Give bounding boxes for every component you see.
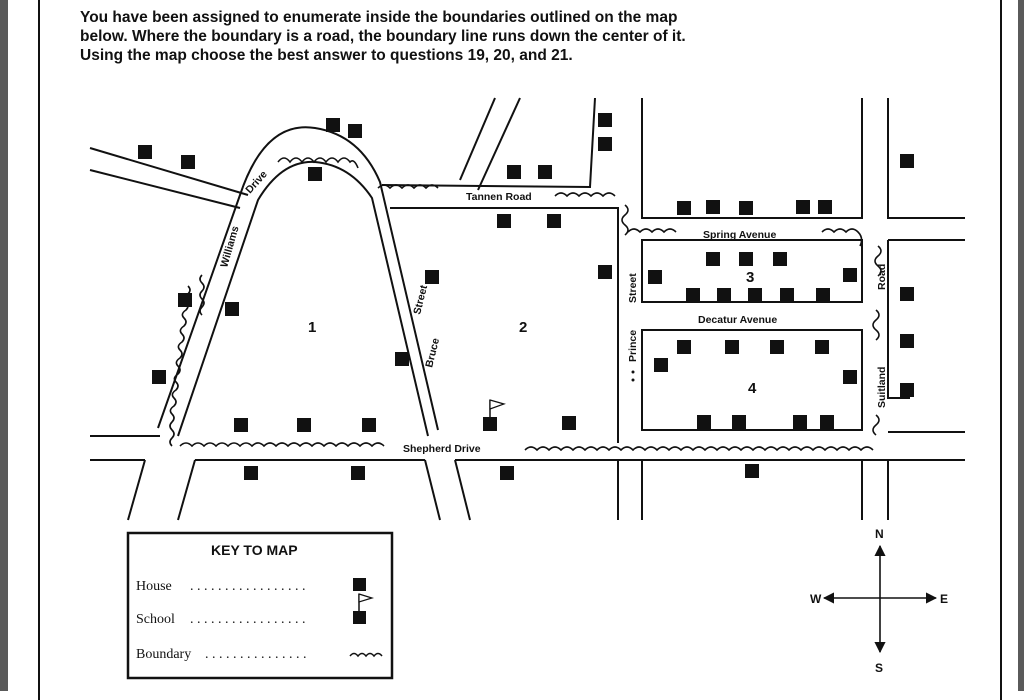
instructions-line-3: Using the map choose the best answer to questions 19, 20, and 21. bbox=[80, 47, 573, 64]
house bbox=[900, 383, 914, 397]
label-street-prince: Street bbox=[627, 273, 639, 303]
school-icon bbox=[483, 400, 504, 431]
house bbox=[244, 466, 258, 480]
label-shepherd-drive: Shepherd Drive bbox=[403, 443, 481, 455]
house bbox=[362, 418, 376, 432]
label-suitland: Suitland bbox=[876, 366, 888, 408]
house bbox=[796, 200, 810, 214]
label-decatur-avenue: Decatur Avenue bbox=[698, 314, 778, 326]
house bbox=[780, 288, 794, 302]
houses bbox=[138, 113, 914, 480]
house bbox=[793, 415, 807, 429]
house bbox=[816, 288, 830, 302]
house bbox=[308, 167, 322, 181]
house bbox=[815, 340, 829, 354]
house bbox=[677, 340, 691, 354]
key-title: KEY TO MAP bbox=[211, 542, 298, 558]
house bbox=[500, 466, 514, 480]
area-4: 4 bbox=[748, 380, 757, 397]
house bbox=[818, 200, 832, 214]
instructions-line-2: below. Where the boundary is a road, the boundary line runs down the center of it. bbox=[80, 28, 686, 45]
street-labels bbox=[218, 168, 888, 455]
house bbox=[497, 214, 511, 228]
house bbox=[770, 340, 784, 354]
house bbox=[820, 415, 834, 429]
house bbox=[697, 415, 711, 429]
house bbox=[900, 287, 914, 301]
house bbox=[900, 334, 914, 348]
house bbox=[706, 200, 720, 214]
label-spring-avenue: Spring Avenue bbox=[703, 229, 777, 241]
area-1: 1 bbox=[308, 319, 317, 336]
house bbox=[732, 415, 746, 429]
house bbox=[686, 288, 700, 302]
house bbox=[538, 165, 552, 179]
house bbox=[507, 165, 521, 179]
label-road-suitland: Road bbox=[876, 263, 888, 290]
house bbox=[598, 113, 612, 127]
compass-north: N bbox=[875, 527, 884, 541]
house bbox=[395, 352, 409, 366]
key-boundary-dots: . . . . . . . . . . . . . . . bbox=[205, 647, 307, 662]
label-tannen-road: Tannen Road bbox=[466, 191, 532, 203]
house bbox=[152, 370, 166, 384]
house bbox=[181, 155, 195, 169]
key-house-label: House bbox=[136, 579, 172, 594]
house bbox=[562, 416, 576, 430]
house bbox=[225, 302, 239, 316]
house bbox=[706, 252, 720, 266]
house bbox=[739, 252, 753, 266]
house bbox=[717, 288, 731, 302]
house bbox=[351, 466, 365, 480]
house bbox=[326, 118, 340, 132]
house bbox=[425, 270, 439, 284]
house bbox=[739, 201, 753, 215]
williams-drive-inner bbox=[178, 162, 431, 436]
area-3: 3 bbox=[746, 269, 755, 286]
area-2: 2 bbox=[519, 319, 528, 336]
road-lines bbox=[90, 98, 965, 520]
house bbox=[748, 288, 762, 302]
house bbox=[297, 418, 311, 432]
house-icon bbox=[353, 578, 366, 591]
map-key bbox=[128, 533, 392, 678]
compass-south: S bbox=[875, 661, 884, 675]
compass-east: E bbox=[940, 592, 949, 606]
house bbox=[773, 252, 787, 266]
instructions-line-1: You have been assigned to enumerate inside the boundaries outlined on the map bbox=[80, 9, 678, 26]
boundary-shepherd bbox=[180, 443, 873, 450]
house bbox=[745, 464, 759, 478]
compass-west: W bbox=[810, 592, 822, 606]
house bbox=[547, 214, 561, 228]
house bbox=[178, 293, 192, 307]
label-street-bruce: Street bbox=[411, 283, 431, 316]
compass-rose bbox=[810, 527, 948, 675]
key-school-label: School bbox=[136, 612, 175, 627]
house bbox=[843, 370, 857, 384]
road-upper-left bbox=[90, 148, 248, 195]
key-house-dots: . . . . . . . . . . . . . . . . . bbox=[190, 579, 306, 594]
house bbox=[648, 270, 662, 284]
house bbox=[598, 137, 612, 151]
house bbox=[843, 268, 857, 282]
house bbox=[677, 201, 691, 215]
house bbox=[725, 340, 739, 354]
house bbox=[138, 145, 152, 159]
key-boundary-label: Boundary bbox=[136, 647, 192, 662]
label-williams-drive-drive: Drive bbox=[243, 168, 270, 197]
key-school-dots: . . . . . . . . . . . . . . . . . bbox=[190, 612, 306, 627]
house bbox=[348, 124, 362, 138]
boundary-williams-drive-text bbox=[200, 275, 204, 315]
label-williams-drive-williams: Williams bbox=[218, 224, 242, 269]
house bbox=[654, 358, 668, 372]
house bbox=[234, 418, 248, 432]
label-prince: Prince bbox=[627, 329, 639, 362]
house bbox=[598, 265, 612, 279]
school-key-icon bbox=[353, 611, 366, 624]
boundary-prince bbox=[622, 205, 628, 235]
label-bruce: Bruce bbox=[423, 336, 443, 369]
house bbox=[900, 154, 914, 168]
